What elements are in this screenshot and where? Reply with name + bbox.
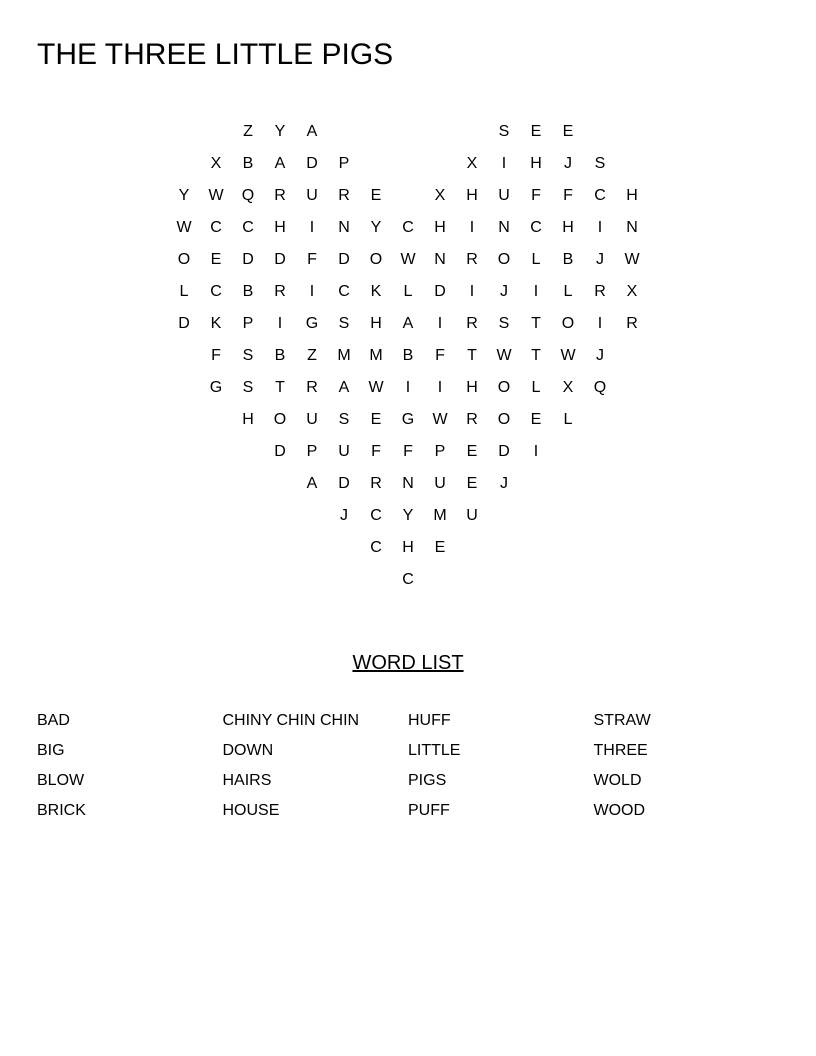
grid-cell xyxy=(168,340,200,372)
grid-cell: G xyxy=(401,411,415,428)
grid-cell: A xyxy=(306,123,318,140)
grid-cell: O xyxy=(177,251,191,268)
word-list-item: CHINY CHIN CHIN xyxy=(222,712,360,729)
grid-row xyxy=(168,372,648,404)
grid-cell: S xyxy=(242,379,254,396)
grid-cell xyxy=(296,532,328,564)
grid-cell: T xyxy=(531,347,541,364)
grid-cell: H xyxy=(274,219,286,236)
grid-cell xyxy=(296,500,328,532)
word-list-column xyxy=(408,706,594,826)
grid-cell: D xyxy=(274,443,286,460)
grid-cell: I xyxy=(533,443,539,460)
grid-cell: E xyxy=(530,411,542,428)
grid-cell: A xyxy=(274,155,286,172)
grid-cell: H xyxy=(626,187,638,204)
grid-row xyxy=(168,212,648,244)
grid-cell: S xyxy=(498,315,510,332)
grid-row xyxy=(168,436,648,468)
grid-cell: P xyxy=(434,443,446,460)
grid-cell: P xyxy=(242,315,254,332)
grid-cell xyxy=(552,564,584,596)
grid-cell xyxy=(584,468,616,500)
grid-cell xyxy=(584,564,616,596)
grid-cell xyxy=(200,404,232,436)
grid-cell: R xyxy=(306,379,318,396)
grid-cell: K xyxy=(210,315,222,332)
grid-cell xyxy=(264,500,296,532)
grid-cell: A xyxy=(306,475,318,492)
grid-cell xyxy=(360,564,392,596)
grid-cell: X xyxy=(434,187,446,204)
grid-cell: I xyxy=(469,219,475,236)
grid-cell: Y xyxy=(402,507,414,524)
grid-cell: T xyxy=(531,315,541,332)
grid-cell: C xyxy=(370,507,382,524)
grid-cell: C xyxy=(530,219,542,236)
grid-cell xyxy=(392,116,424,148)
grid-cell: J xyxy=(500,283,508,300)
grid-cell xyxy=(200,436,232,468)
grid-cell xyxy=(584,116,616,148)
grid-cell: T xyxy=(275,379,285,396)
grid-cell: W xyxy=(624,251,640,268)
grid-cell: I xyxy=(597,219,603,236)
grid-row xyxy=(168,180,648,212)
grid-cell xyxy=(584,532,616,564)
grid-cell xyxy=(200,564,232,596)
grid-cell xyxy=(168,404,200,436)
grid-cell xyxy=(616,340,648,372)
grid-cell xyxy=(328,116,360,148)
word-list-column xyxy=(37,706,223,826)
grid-cell: W xyxy=(432,411,448,428)
grid-cell: D xyxy=(242,251,254,268)
grid-cell xyxy=(616,148,648,180)
grid-cell xyxy=(168,532,200,564)
grid-cell: L xyxy=(403,283,413,300)
grid-cell xyxy=(392,148,424,180)
grid-cell xyxy=(200,468,232,500)
grid-cell xyxy=(488,532,520,564)
word-list-item: DOWN xyxy=(222,742,274,759)
grid-cell: I xyxy=(469,283,475,300)
grid-cell: P xyxy=(306,443,318,460)
grid-cell xyxy=(200,500,232,532)
grid-cell: U xyxy=(498,187,510,204)
word-list-heading: WORD LIST xyxy=(352,652,464,674)
grid-cell: X xyxy=(210,155,222,172)
grid-cell: I xyxy=(533,283,539,300)
grid-cell xyxy=(168,116,200,148)
grid-row xyxy=(168,308,648,340)
grid-row xyxy=(168,532,648,564)
grid-cell: S xyxy=(338,315,350,332)
grid-cell: A xyxy=(402,315,414,332)
grid-cell: D xyxy=(434,283,446,300)
grid-cell: C xyxy=(338,283,350,300)
word-search-grid xyxy=(168,116,648,596)
word-list-item: PIGS xyxy=(408,772,447,789)
grid-row xyxy=(168,500,648,532)
grid-cell: U xyxy=(306,411,318,428)
grid-cell: R xyxy=(466,315,478,332)
grid-cell: F xyxy=(211,347,221,364)
word-list-item: PUFF xyxy=(408,802,450,819)
grid-cell: P xyxy=(338,155,350,172)
grid-cell xyxy=(616,532,648,564)
grid-cell: R xyxy=(466,251,478,268)
grid-cell: B xyxy=(242,155,254,172)
grid-cell: L xyxy=(531,379,541,396)
grid-cell: X xyxy=(562,379,574,396)
grid-cell: S xyxy=(594,155,606,172)
grid-row xyxy=(168,468,648,500)
word-list-item: HOUSE xyxy=(222,802,280,819)
grid-cell: E xyxy=(562,123,574,140)
grid-cell: F xyxy=(307,251,317,268)
grid-cell: O xyxy=(497,411,511,428)
word-list-item: THREE xyxy=(593,742,648,759)
grid-cell xyxy=(584,500,616,532)
grid-cell: E xyxy=(370,187,382,204)
grid-cell: J xyxy=(564,155,572,172)
grid-cell: C xyxy=(402,571,414,588)
grid-cell xyxy=(616,404,648,436)
grid-cell: J xyxy=(596,347,604,364)
grid-row xyxy=(168,564,648,596)
grid-cell xyxy=(264,564,296,596)
grid-cell: M xyxy=(369,347,383,364)
word-list-column xyxy=(223,706,409,826)
grid-cell: R xyxy=(466,411,478,428)
word-list-item: STRAW xyxy=(593,712,651,729)
grid-cell: M xyxy=(433,507,447,524)
grid-cell xyxy=(424,148,456,180)
grid-cell: T xyxy=(467,347,477,364)
grid-cell xyxy=(456,116,488,148)
grid-cell: F xyxy=(371,443,381,460)
grid-cell xyxy=(168,500,200,532)
grid-cell: O xyxy=(273,411,287,428)
grid-cell: C xyxy=(242,219,254,236)
grid-cell xyxy=(168,372,200,404)
grid-cell xyxy=(584,404,616,436)
grid-cell: Q xyxy=(593,379,607,396)
grid-cell: F xyxy=(403,443,413,460)
grid-cell: F xyxy=(563,187,573,204)
grid-cell: S xyxy=(498,123,510,140)
grid-row xyxy=(168,116,648,148)
grid-cell xyxy=(232,532,264,564)
grid-cell: O xyxy=(561,315,575,332)
grid-cell xyxy=(232,500,264,532)
word-list xyxy=(37,706,779,826)
word-list-item: HAIRS xyxy=(222,772,272,789)
grid-cell xyxy=(360,116,392,148)
grid-cell xyxy=(232,564,264,596)
grid-cell: W xyxy=(400,251,416,268)
grid-cell: Y xyxy=(370,219,382,236)
grid-cell: J xyxy=(500,475,508,492)
grid-cell xyxy=(328,564,360,596)
grid-cell: H xyxy=(530,155,542,172)
grid-cell: M xyxy=(337,347,351,364)
grid-row xyxy=(168,148,648,180)
grid-cell xyxy=(360,148,392,180)
grid-cell: I xyxy=(309,219,315,236)
grid-cell: H xyxy=(466,187,478,204)
grid-cell: B xyxy=(402,347,414,364)
grid-cell xyxy=(456,564,488,596)
grid-row xyxy=(168,404,648,436)
grid-cell: D xyxy=(338,475,350,492)
grid-cell xyxy=(168,436,200,468)
grid-cell: F xyxy=(531,187,541,204)
grid-cell: W xyxy=(368,379,384,396)
grid-cell xyxy=(328,532,360,564)
grid-cell: X xyxy=(466,155,478,172)
word-list-item: HUFF xyxy=(408,712,451,729)
grid-cell: I xyxy=(597,315,603,332)
grid-cell: D xyxy=(274,251,286,268)
grid-cell: E xyxy=(466,443,478,460)
grid-cell xyxy=(616,372,648,404)
grid-cell: I xyxy=(277,315,283,332)
word-list-item: BIG xyxy=(37,742,65,759)
grid-row xyxy=(168,244,648,276)
grid-cell: H xyxy=(434,219,446,236)
grid-cell: J xyxy=(596,251,604,268)
grid-cell: C xyxy=(402,219,414,236)
grid-cell xyxy=(584,436,616,468)
grid-cell: G xyxy=(305,315,319,332)
grid-cell: E xyxy=(530,123,542,140)
grid-cell xyxy=(232,436,264,468)
grid-cell: L xyxy=(179,283,189,300)
grid-cell: H xyxy=(466,379,478,396)
grid-cell xyxy=(520,564,552,596)
grid-cell: O xyxy=(369,251,383,268)
grid-cell: Z xyxy=(243,123,253,140)
grid-cell: Y xyxy=(178,187,190,204)
grid-cell: W xyxy=(560,347,576,364)
grid-cell: C xyxy=(210,219,222,236)
grid-cell: R xyxy=(594,283,606,300)
grid-cell xyxy=(456,532,488,564)
grid-cell: D xyxy=(306,155,318,172)
grid-cell xyxy=(616,500,648,532)
grid-cell: E xyxy=(210,251,222,268)
word-list-item: BAD xyxy=(37,712,70,729)
grid-cell: N xyxy=(402,475,414,492)
grid-cell: X xyxy=(626,283,638,300)
grid-cell xyxy=(424,116,456,148)
grid-cell xyxy=(296,564,328,596)
grid-cell: I xyxy=(501,155,507,172)
grid-cell xyxy=(232,468,264,500)
grid-cell: H xyxy=(402,539,414,556)
word-list-item: BRICK xyxy=(37,802,86,819)
grid-cell xyxy=(552,436,584,468)
grid-cell xyxy=(552,500,584,532)
grid-cell: W xyxy=(176,219,192,236)
grid-row xyxy=(168,276,648,308)
grid-cell: U xyxy=(338,443,350,460)
grid-cell: I xyxy=(405,379,411,396)
grid-cell xyxy=(200,116,232,148)
grid-cell: D xyxy=(178,315,190,332)
grid-cell xyxy=(392,180,424,212)
grid-cell: A xyxy=(338,379,350,396)
grid-cell: E xyxy=(370,411,382,428)
grid-cell: D xyxy=(338,251,350,268)
grid-cell: O xyxy=(497,379,511,396)
grid-cell: N xyxy=(498,219,510,236)
grid-cell xyxy=(552,532,584,564)
grid-cell: D xyxy=(498,443,510,460)
grid-cell: C xyxy=(370,539,382,556)
grid-cell: H xyxy=(562,219,574,236)
grid-cell: H xyxy=(370,315,382,332)
grid-cell: W xyxy=(496,347,512,364)
grid-cell: I xyxy=(437,379,443,396)
grid-cell xyxy=(520,532,552,564)
grid-cell xyxy=(264,468,296,500)
grid-cell: Z xyxy=(307,347,317,364)
word-list-column xyxy=(594,706,780,826)
word-list-item: WOOD xyxy=(593,802,646,819)
grid-cell: C xyxy=(210,283,222,300)
grid-cell: U xyxy=(306,187,318,204)
grid-cell xyxy=(488,564,520,596)
grid-row xyxy=(168,340,648,372)
grid-cell: N xyxy=(338,219,350,236)
grid-cell: R xyxy=(626,315,638,332)
grid-cell: K xyxy=(370,283,382,300)
grid-cell: W xyxy=(208,187,224,204)
grid-cell: I xyxy=(309,283,315,300)
grid-cell xyxy=(616,436,648,468)
grid-cell: O xyxy=(497,251,511,268)
grid-cell xyxy=(200,532,232,564)
grid-cell: C xyxy=(594,187,606,204)
grid-cell: S xyxy=(338,411,350,428)
grid-cell xyxy=(168,468,200,500)
grid-cell: S xyxy=(242,347,254,364)
grid-cell: L xyxy=(563,411,573,428)
grid-cell: N xyxy=(626,219,638,236)
grid-cell xyxy=(168,148,200,180)
grid-cell: B xyxy=(562,251,574,268)
word-list-item: BLOW xyxy=(37,772,85,789)
grid-cell xyxy=(488,500,520,532)
grid-cell: L xyxy=(563,283,573,300)
grid-cell xyxy=(168,564,200,596)
grid-cell: R xyxy=(274,187,286,204)
grid-cell xyxy=(424,564,456,596)
grid-cell: R xyxy=(274,283,286,300)
grid-cell: B xyxy=(242,283,254,300)
grid-cell: Y xyxy=(274,123,286,140)
grid-cell: B xyxy=(274,347,286,364)
grid-cell: J xyxy=(340,507,348,524)
grid-cell: F xyxy=(435,347,445,364)
grid-cell xyxy=(520,500,552,532)
grid-cell: E xyxy=(434,539,446,556)
grid-cell: N xyxy=(434,251,446,268)
grid-cell: I xyxy=(437,315,443,332)
grid-cell: R xyxy=(338,187,350,204)
grid-cell xyxy=(616,116,648,148)
word-list-item: LITTLE xyxy=(408,742,461,759)
grid-cell xyxy=(616,564,648,596)
grid-cell xyxy=(616,468,648,500)
grid-cell: G xyxy=(209,379,223,396)
grid-cell: L xyxy=(531,251,541,268)
grid-cell: R xyxy=(370,475,382,492)
grid-cell xyxy=(520,468,552,500)
grid-cell xyxy=(264,532,296,564)
word-list-item: WOLD xyxy=(593,772,642,789)
grid-cell: Q xyxy=(241,187,255,204)
grid-cell: E xyxy=(466,475,478,492)
grid-cell: U xyxy=(466,507,478,524)
grid-cell: H xyxy=(242,411,254,428)
grid-cell xyxy=(552,468,584,500)
page-title: THE THREE LITTLE PIGS xyxy=(37,38,394,71)
grid-cell: U xyxy=(434,475,446,492)
